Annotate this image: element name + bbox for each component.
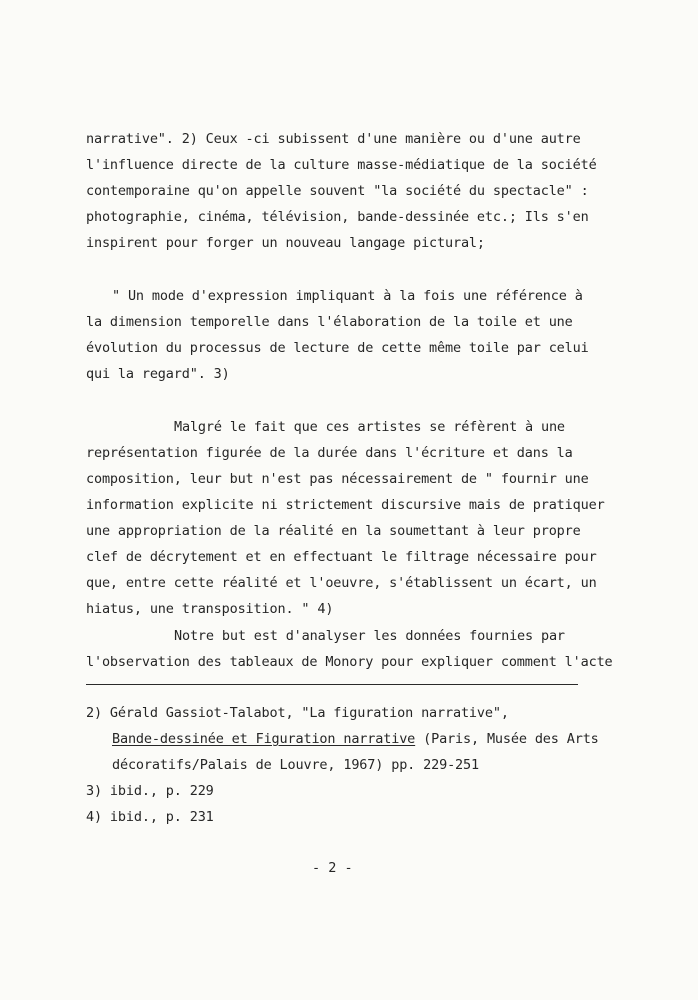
quote-line: la dimension temporelle dans l'élaboration de la toile et une [86,314,573,330]
footnote-title-underlined: Bande-dessinée et Figuration narrative [112,731,416,747]
footnote-separator-rule [86,684,578,685]
footnote-2-line-3: décoratifs/Palais de Louvre, 1967) pp. 229-251 [112,757,479,773]
footnote-2-line-2 [112,731,599,747]
body-text-line: Notre but est d'analyser les données fournies par [174,628,565,644]
body-text-line: photographie, cinéma, télévision, bande-dessinée etc.; Ils s'en [86,209,589,225]
footnote-2-line-2-rest: (Paris, Musée des Arts [415,731,599,747]
quote-line: évolution du processus de lecture de cette même toile par celui [86,340,589,356]
body-text-line: que, entre cette réalité et l'oeuvre, s'établissent un écart, un [86,575,597,591]
body-text-line: clef de décrytement et en effectuant le filtrage nécessaire pour [86,549,597,565]
body-text-line: narrative". 2) Ceux -ci subissent d'une manière ou d'une autre [86,131,581,147]
body-text-line: hiatus, une transposition. " 4) [86,601,334,617]
body-text-line: l'observation des tableaux de Monory pour expliquer comment l'acte [86,654,613,670]
body-text-line: inspirent pour forger un nouveau langage pictural; [86,235,485,251]
footnote-3: 3) ibid., p. 229 [86,783,214,799]
quote-line: " Un mode d'expression impliquant à la fois une référence à [112,288,583,304]
body-text-line: l'influence directe de la culture masse-médiatique de la société [86,157,597,173]
footnote-2-line-1: 2) Gérald Gassiot-Talabot, "La figuration narrative", [86,705,509,721]
page-number: - 2 - [312,860,353,876]
body-text-line: information explicite ni strictement discursive mais de pratiquer [86,497,605,513]
body-text-line: composition, leur but n'est pas nécessairement de " fournir une [86,471,589,487]
footnote-4: 4) ibid., p. 231 [86,809,214,825]
quote-line: qui la regard". 3) [86,366,230,382]
body-text-line: contemporaine qu'on appelle souvent "la société du spectacle" : [86,183,589,199]
body-text-line: une appropriation de la réalité en la soumettant à leur propre [86,523,581,539]
body-text-line: Malgré le fait que ces artistes se réfèrent à une [174,419,565,435]
body-text-line: représentation figurée de la durée dans l'écriture et dans la [86,445,573,461]
